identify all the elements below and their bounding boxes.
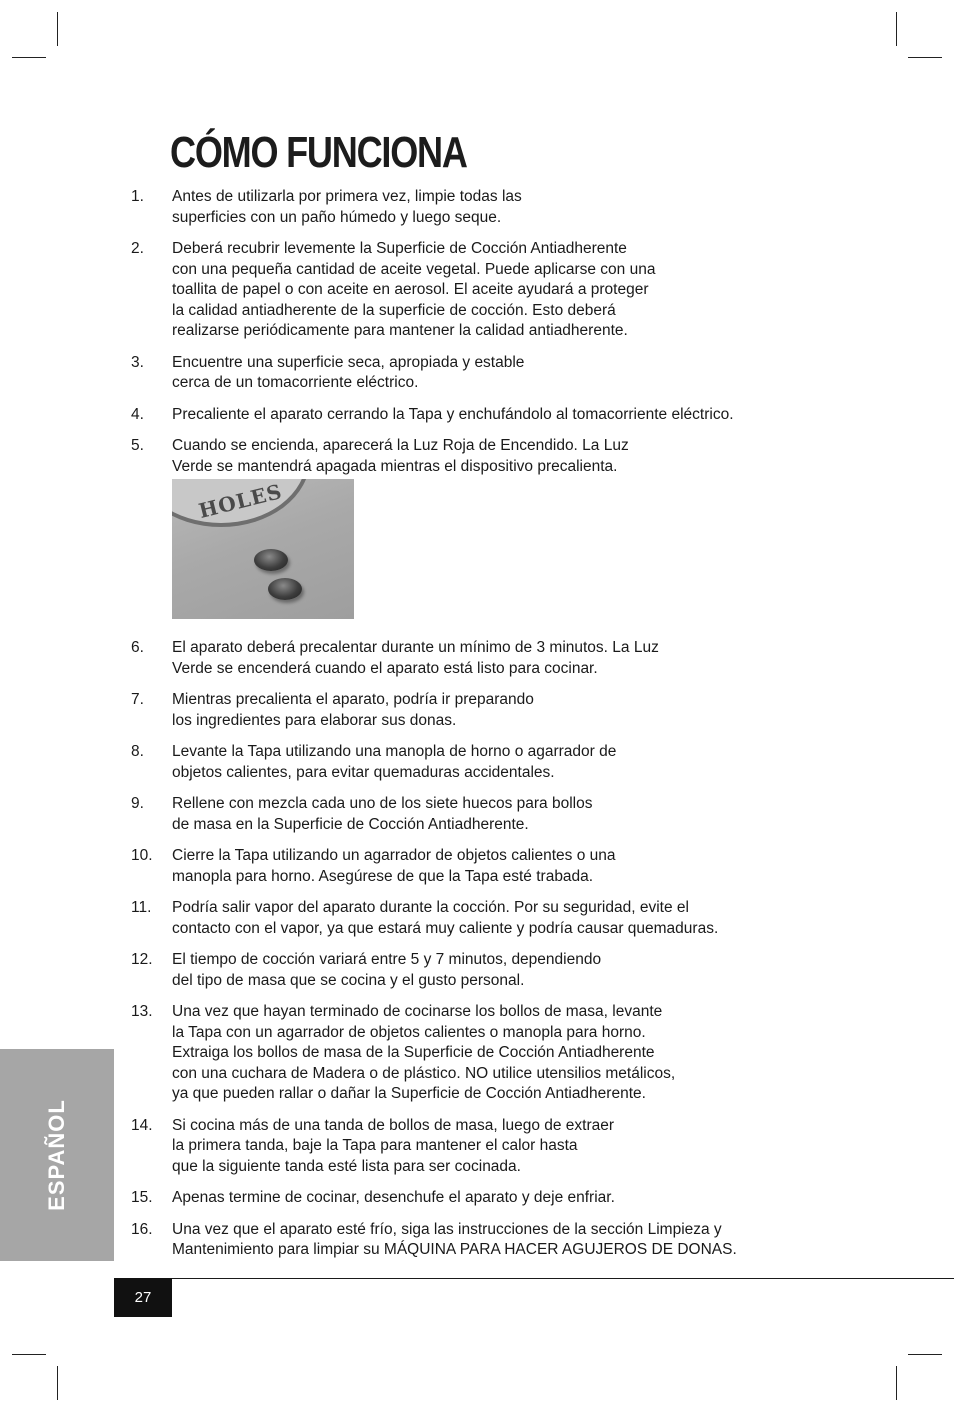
list-item <box>131 638 831 679</box>
list-item <box>131 742 831 783</box>
language-label: ESPAÑOL <box>44 1099 69 1211</box>
list-item <box>131 950 831 991</box>
step-number: 12. <box>131 951 153 968</box>
step-text: Mientras precalienta el aparato, podría ir preparando los ingredientes para elaborar sus donas. <box>172 691 534 729</box>
list-item <box>131 794 831 835</box>
step-text: El aparato deberá precalentar durante un mínimo de 3 minutos. La Luz Verde se encenderá cuando el aparato está listo para cocinar. <box>172 639 659 677</box>
list-item <box>131 1220 831 1261</box>
step-text: Podría salir vapor del aparato durante la cocción. Por su seguridad, evite el contacto con el vapor, ya que estará muy caliente y podría causar quemaduras. <box>172 899 719 937</box>
step-number: 15. <box>131 1189 153 1206</box>
page-title: CÓMO FUNCIONA <box>170 128 467 177</box>
step-text: Deberá recubrir levemente la Superficie de Cocción Antiadherente con una pequeña cantidad de aceite vegetal. Puede aplicarse con una toallita de papel o con aceite en aerosol. El aceite ayudará a proteger la calidad antiadherente de la superficie de cocción. Esto deberá realizarse periódicamente para mantener la calidad antiadherente. <box>172 240 656 339</box>
logo-text: HOLES <box>196 479 285 523</box>
step-number: 10. <box>131 847 153 864</box>
list-item <box>131 436 831 619</box>
step-text: Encuentre una superficie seca, apropiada y estable cerca de un tomacorriente eléctrico. <box>172 353 525 391</box>
step-text: Precaliente el aparato cerrando la Tapa y enchufándolo al tomacorriente eléctrico. <box>172 405 734 423</box>
step-text: Una vez que el aparato esté frío, siga las instrucciones de la sección Limpieza y Mantenimiento para limpiar su MÁQUINA PARA HACER AGUJEROS DE DONAS. <box>172 1220 737 1258</box>
step-number: 8. <box>131 743 144 760</box>
step-number: 1. <box>131 188 144 205</box>
green-ready-light <box>268 578 302 600</box>
step-text: Apenas termine de cocinar, desenchufe el aparato y deje enfriar. <box>172 1189 615 1206</box>
list-item <box>131 1188 831 1209</box>
list-item <box>131 690 831 731</box>
language-tab <box>0 1049 114 1261</box>
step-text: Levante la Tapa utilizando una manopla de horno o agarrador de objetos calientes, para evitar quemaduras accidentales. <box>172 743 617 781</box>
crop-mark <box>896 12 897 46</box>
crop-mark <box>12 1354 46 1355</box>
footer-rule <box>114 1278 954 1279</box>
crop-mark <box>908 57 942 58</box>
crop-mark <box>908 1354 942 1355</box>
list-item <box>131 239 831 342</box>
step-text: Antes de utilizarla por primera vez, limpie todas las superficies con un paño húmedo y luego seque. <box>172 188 522 226</box>
step-text: Rellene con mezcla cada uno de los siete huecos para bollos de masa en la Superficie de Cocción Antiadherente. <box>172 795 593 833</box>
step-number: 2. <box>131 240 144 257</box>
step-number: 14. <box>131 1116 153 1134</box>
indicator-lights-photo <box>172 479 354 619</box>
crop-mark <box>57 12 58 46</box>
step-number: 5. <box>131 437 144 454</box>
steps-list <box>131 187 831 1261</box>
step-number: 13. <box>131 1003 153 1020</box>
list-item <box>131 1116 831 1178</box>
crop-mark <box>12 57 46 58</box>
list-item <box>131 187 831 228</box>
step-number: 9. <box>131 795 144 812</box>
red-power-light <box>254 549 288 571</box>
page-number: 27 <box>114 1278 172 1317</box>
step-number: 3. <box>131 353 144 371</box>
step-number: 4. <box>131 405 144 423</box>
list-item <box>131 405 831 426</box>
list-item <box>131 898 831 939</box>
step-text: El tiempo de cocción variará entre 5 y 7 minutos, dependiendo del tipo de masa que se cocina y el gusto personal. <box>172 951 602 989</box>
list-item <box>131 846 831 887</box>
step-number: 11. <box>131 899 152 916</box>
step-text: Cuando se encienda, aparecerá la Luz Roja de Encendido. La Luz Verde se mantendrá apagada mientras el dispositivo precalienta. <box>172 437 629 475</box>
step-number: 6. <box>131 639 144 656</box>
step-text: Cierre la Tapa utilizando un agarrador de objetos calientes o una manopla para horno. Asegúrese de que la Tapa esté trabada. <box>172 847 616 885</box>
crop-mark <box>57 1366 58 1400</box>
crop-mark <box>896 1366 897 1400</box>
list-item <box>131 1002 831 1105</box>
step-number: 7. <box>131 691 144 708</box>
list-item <box>131 353 831 394</box>
step-number: 16. <box>131 1220 153 1238</box>
step-text: Si cocina más de una tanda de bollos de masa, luego de extraer la primera tanda, baje la Tapa para mantener el calor hasta que la siguiente tanda esté lista para ser cocinada. <box>172 1116 615 1175</box>
step-text: Una vez que hayan terminado de cocinarse los bollos de masa, levante la Tapa con un agarrador de objetos calientes o manopla para horno. Extraiga los bollos de masa de la Superficie de Cocción Antiadherente con una cuchara de Madera o de plástico. NO utilice utensilios metálicos, ya que pueden rallar o dañar la Superficie de Cocción Antiadherente. <box>172 1003 676 1102</box>
